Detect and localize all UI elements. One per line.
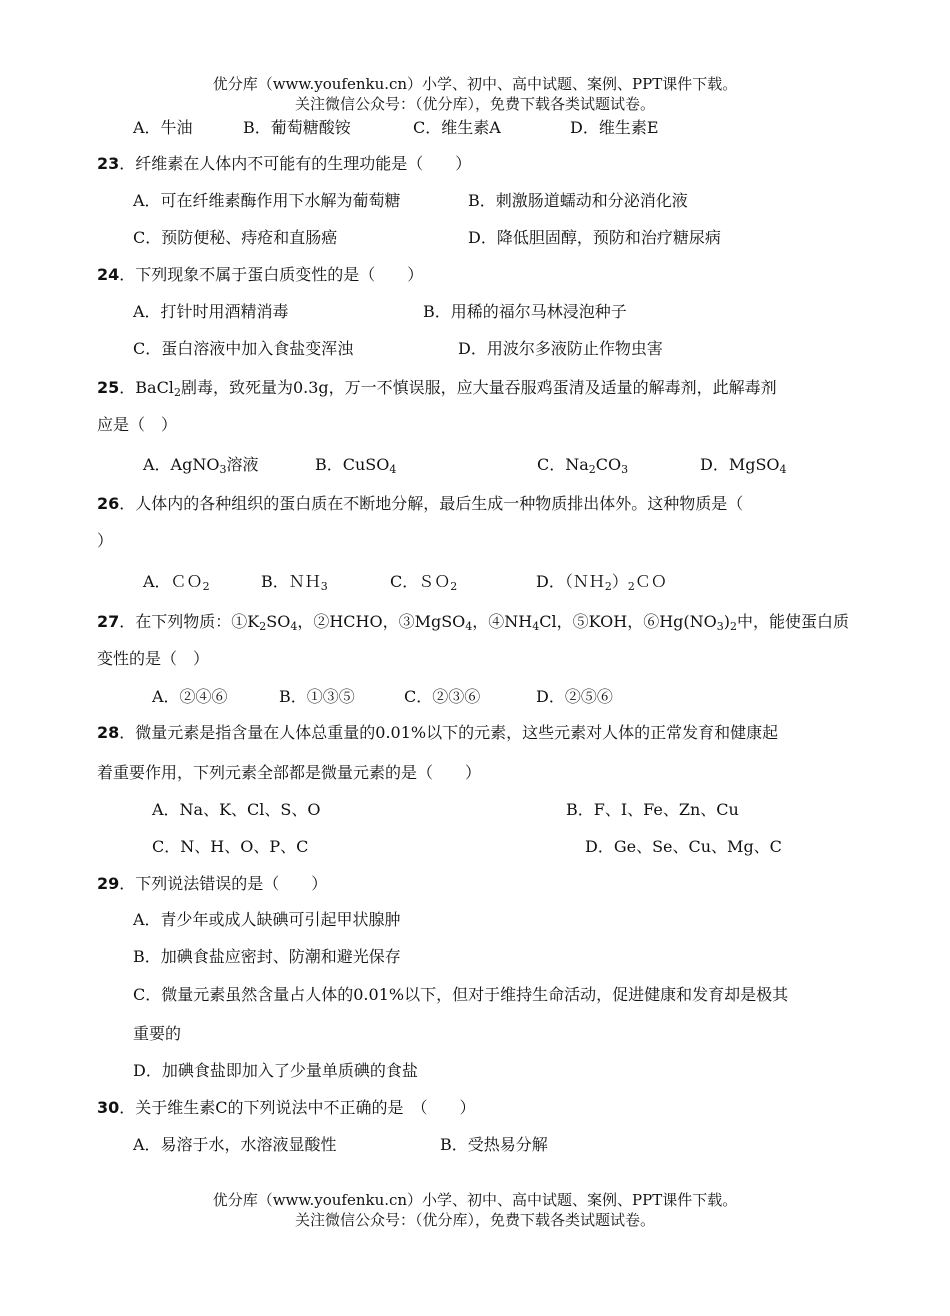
q23-option-b: B．刺激肠道蠕动和分泌消化液 bbox=[468, 191, 688, 210]
q27-sub-5: 3 bbox=[716, 620, 724, 633]
q27-sub-2: 4 bbox=[290, 620, 298, 633]
q30-stem bbox=[97, 1097, 476, 1119]
q30-number: 30 bbox=[97, 1098, 120, 1117]
q26-d-text-3: ＣＯ bbox=[634, 572, 667, 591]
q25-d-sub: 4 bbox=[779, 463, 787, 476]
q25-stem bbox=[97, 377, 777, 404]
q26-d-sub-2: 2 bbox=[627, 580, 635, 593]
q23-stem bbox=[97, 153, 471, 175]
q26-option-a bbox=[143, 571, 210, 598]
q27-sub-1: 2 bbox=[259, 620, 267, 633]
q27-option-b: B．①③⑤ bbox=[279, 687, 355, 706]
q26-c-text: C．ＳＯ bbox=[390, 572, 451, 591]
q24-number: 24 bbox=[97, 265, 120, 284]
q23-number: 23 bbox=[97, 154, 120, 173]
q26-stem-cont: ） bbox=[97, 531, 114, 550]
q27-text-7: 中，能使蛋白质 bbox=[737, 612, 850, 631]
q26-d-text-2: ） bbox=[611, 572, 628, 591]
q30-option-a: A．易溶于水，水溶液显酸性 bbox=[133, 1135, 337, 1154]
q29-option-c: C．微量元素虽然含量占人体的0.01%以下，但对于维持生命活动，促进健康和发育却是极其 bbox=[133, 985, 789, 1004]
q27-text-6: ) bbox=[723, 612, 731, 631]
q27-number: 27 bbox=[97, 612, 120, 631]
q25-a-text: A．AgNO bbox=[143, 455, 220, 474]
q22-option-a: A．牛油 bbox=[133, 118, 193, 137]
q25-sub: 2 bbox=[173, 386, 181, 399]
q25-text-1: ．BaCl bbox=[119, 378, 174, 397]
q27-option-c: C．②③⑥ bbox=[404, 687, 481, 706]
q27-stem bbox=[97, 611, 849, 638]
q30-option-b: B．受热易分解 bbox=[440, 1135, 548, 1154]
q25-option-d bbox=[700, 454, 787, 481]
q25-number: 25 bbox=[97, 378, 120, 397]
q25-c-text-2: CO bbox=[595, 455, 622, 474]
q26-c-sub: 2 bbox=[450, 580, 458, 593]
q28-option-a: A．Na、K、Cl、S、O bbox=[152, 800, 321, 819]
q27-option-d: D．②⑤⑥ bbox=[536, 687, 613, 706]
q22-option-d: D．维生素E bbox=[570, 118, 659, 137]
q26-option-b bbox=[261, 571, 328, 598]
header-line-2: 关注微信公众号：（优分库），免费下载各类试题试卷。 bbox=[294, 95, 655, 113]
q29-option-b: B．加碘食盐应密封、防潮和避光保存 bbox=[133, 947, 401, 966]
q25-c-sub-1: 2 bbox=[588, 463, 596, 476]
q27-text-1: ．在下列物质：①K bbox=[119, 612, 260, 631]
q23-option-d: D．降低胆固醇，预防和治疗糖尿病 bbox=[468, 228, 721, 247]
q28-option-c: C．N、H、O、P、C bbox=[152, 837, 309, 856]
q26-option-c bbox=[390, 571, 457, 598]
q24-text: ．下列现象不属于蛋白质变性的是（ ） bbox=[119, 265, 424, 284]
q26-number: 26 bbox=[97, 494, 120, 513]
q26-b-sub: 3 bbox=[320, 580, 328, 593]
q28-stem bbox=[97, 722, 778, 744]
q29-stem bbox=[97, 873, 327, 895]
q24-stem bbox=[97, 264, 423, 286]
q25-option-a bbox=[143, 454, 259, 481]
q23-text: ．纤维素在人体内不可能有的生理功能是（ ） bbox=[119, 154, 472, 173]
q26-stem bbox=[97, 493, 743, 515]
q25-b-text: B．CuSO bbox=[315, 455, 390, 474]
q27-sub-3: 4 bbox=[465, 620, 473, 633]
q25-stem-cont: 应是（ ） bbox=[97, 415, 178, 434]
q27-sub-6: 2 bbox=[730, 620, 738, 633]
q24-option-c: C．蛋白溶液中加入食盐变浑浊 bbox=[133, 339, 354, 358]
q26-text: ．人体内的各种组织的蛋白质在不断地分解，最后生成一种物质排出体外。这种物质是（ bbox=[119, 494, 744, 513]
q28-number: 28 bbox=[97, 723, 120, 742]
q26-option-d bbox=[536, 571, 667, 598]
q25-a-sub: 3 bbox=[219, 463, 227, 476]
q28-option-d: D．Ge、Se、Cu、Mg、C bbox=[585, 837, 782, 856]
footer-line-2: 关注微信公众号：（优分库），免费下载各类试题试卷。 bbox=[294, 1211, 655, 1229]
q25-c-sub-2: 3 bbox=[621, 463, 629, 476]
q26-d-text: D．（ＮＨ bbox=[536, 572, 605, 591]
q27-option-a: A．②④⑥ bbox=[152, 687, 228, 706]
q26-a-text: A．ＣＯ bbox=[143, 572, 203, 591]
q29-option-c-cont: 重要的 bbox=[133, 1024, 182, 1043]
q25-b-sub: 4 bbox=[389, 463, 397, 476]
q28-text: ．微量元素是指含量在人体总重量的0.01%以下的元素，这些元素对人体的正常发育和健康起 bbox=[119, 723, 779, 742]
q26-b-text: B．ＮＨ bbox=[261, 572, 321, 591]
q25-d-text: D．MgSO bbox=[700, 455, 780, 474]
header-line-1: 优分库（www.youfenku.cn）小学、初中、高中试题、案例、PPT课件下载。 bbox=[212, 75, 738, 93]
page-footer bbox=[0, 1190, 950, 1230]
q30-text: ．关于维生素C的下列说法中不正确的是 （ ） bbox=[119, 1098, 476, 1117]
q23-option-c: C．预防便秘、痔疮和直肠癌 bbox=[133, 228, 338, 247]
q26-a-sub: 2 bbox=[202, 580, 210, 593]
q27-text-4: ，④NH bbox=[472, 612, 533, 631]
q23-option-a: A．可在纤维素酶作用下水解为葡萄糖 bbox=[133, 191, 401, 210]
q29-option-d: D．加碘食盐即加入了少量单质碘的食盐 bbox=[133, 1061, 418, 1080]
q24-option-a: A．打针时用酒精消毒 bbox=[133, 302, 289, 321]
q25-option-b bbox=[315, 454, 396, 481]
q22-option-b: B．葡萄糖酸铵 bbox=[243, 118, 351, 137]
q22-option-c: C．维生素A bbox=[413, 118, 501, 137]
q27-stem-cont: 变性的是（ ） bbox=[97, 649, 210, 668]
q27-sub-4: 4 bbox=[532, 620, 540, 633]
page-header bbox=[0, 74, 950, 114]
q29-text: ．下列说法错误的是（ ） bbox=[119, 874, 328, 893]
q29-number: 29 bbox=[97, 874, 120, 893]
q24-option-d: D．用波尔多液防止作物虫害 bbox=[458, 339, 663, 358]
q25-c-text: C．Na bbox=[537, 455, 589, 474]
q25-a-text-2: 溶液 bbox=[226, 455, 259, 474]
q27-text-3: ，②HCHO，③MgSO bbox=[297, 612, 466, 631]
q25-text-2: 剧毒，致死量为0.3g，万一不慎误服，应大量吞服鸡蛋清及适量的解毒剂，此解毒剂 bbox=[180, 378, 777, 397]
q29-option-a: A．青少年或成人缺碘可引起甲状腺肿 bbox=[133, 910, 401, 929]
q26-d-sub-1: 2 bbox=[604, 580, 612, 593]
q28-stem-cont: 着重要作用，下列元素全部都是微量元素的是（ ） bbox=[97, 763, 482, 782]
q24-option-b: B．用稀的福尔马林浸泡种子 bbox=[423, 302, 627, 321]
q25-option-c bbox=[537, 454, 628, 481]
footer-line-1: 优分库（www.youfenku.cn）小学、初中、高中试题、案例、PPT课件下载。 bbox=[212, 1191, 738, 1209]
q27-text-5: Cl，⑤KOH，⑥Hg(NO bbox=[539, 612, 717, 631]
q28-option-b: B．F、I、Fe、Zn、Cu bbox=[566, 800, 739, 819]
q27-text-2: SO bbox=[266, 612, 291, 631]
